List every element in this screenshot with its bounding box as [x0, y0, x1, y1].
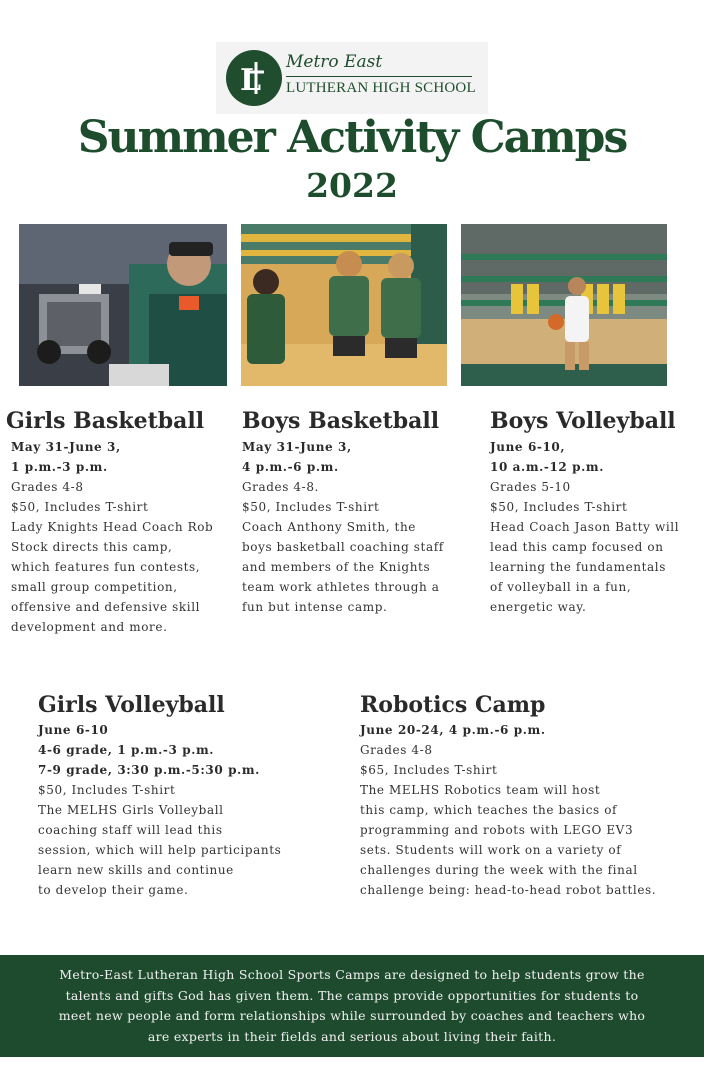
logo-script-text: Metro East	[286, 52, 383, 72]
camp-time: 10 a.m.-12 p.m.	[490, 460, 605, 474]
camp-date: June 20-24, 4 p.m.-6 p.m.	[360, 723, 546, 737]
camp-description-line: to develop their game.	[38, 883, 189, 897]
camp-description-line: of volleyball in a fun,	[490, 580, 632, 594]
camp-description-line: this camp, which teaches the basics of	[360, 803, 618, 817]
camp-description-line: session, which will help participants	[38, 843, 282, 857]
svg-text:L: L	[240, 63, 262, 98]
camp-details-boys-basketball	[242, 437, 444, 617]
camp-title-robotics: Robotics Camp	[360, 692, 546, 718]
logo-school-name: LUTHERAN HIGH SCHOOL	[286, 80, 476, 96]
camp-description-line: programming and robots with LEGO EV3	[360, 823, 634, 837]
footer-text	[0, 965, 704, 1047]
camp-description-line: boys basketball coaching staff	[242, 540, 444, 554]
camp-grades: Grades 4-8	[11, 480, 84, 494]
camp-details-boys-volleyball	[490, 437, 679, 617]
camp-title-boys-volleyball: Boys Volleyball	[490, 408, 676, 434]
page-title: Summer Activity Camps	[77, 112, 627, 163]
camp-description-line: coaching staff will lead this	[38, 823, 223, 837]
girls-basketball-photo	[461, 224, 667, 386]
camp-title-girls-basketball: Girls Basketball	[6, 408, 205, 434]
footer-line: Metro-East Lutheran High School Sports Camps are designed to help students grow the	[59, 967, 645, 982]
camp-time: 7-9 grade, 3:30 p.m.-5:30 p.m.	[38, 763, 260, 777]
camp-description-line: development and more.	[11, 620, 168, 634]
camp-date: May 31-June 3,	[242, 440, 352, 454]
camp-description-line: The MELHS Girls Volleyball	[38, 803, 224, 817]
logo-emblem-icon	[226, 50, 282, 106]
camp-date: June 6-10	[38, 723, 109, 737]
camp-description-line: challenges during the week with the final	[360, 863, 638, 877]
camp-date: May 31-June 3,	[11, 440, 121, 454]
camp-description-line: fun but intense camp.	[242, 600, 388, 614]
logo-divider	[286, 76, 472, 77]
camp-description-line: learning the fundamentals	[490, 560, 667, 574]
camp-description-line: energetic way.	[490, 600, 587, 614]
camp-description-line: Coach Anthony Smith, the	[242, 520, 416, 534]
camp-details-robotics	[360, 720, 656, 900]
camp-price: $50, Includes T-shirt	[242, 500, 380, 514]
camp-title-girls-volleyball: Girls Volleyball	[38, 692, 225, 718]
camp-title-boys-basketball: Boys Basketball	[242, 408, 440, 434]
footer-banner	[0, 955, 704, 1057]
camp-grades: Grades 5-10	[490, 480, 571, 494]
camp-description-line: learn new skills and continue	[38, 863, 234, 877]
camp-time: 4-6 grade, 1 p.m.-3 p.m.	[38, 743, 215, 757]
camp-description-line: lead this camp focused on	[490, 540, 664, 554]
footer-line: are experts in their fields and serious about living their faith.	[147, 1028, 557, 1044]
camp-description-line: offensive and defensive skill	[11, 600, 201, 614]
camp-description-line: which features fun contests,	[11, 560, 201, 574]
camp-price: $50, Includes T-shirt	[11, 500, 149, 514]
camp-price: $50, Includes T-shirt	[490, 500, 628, 514]
camp-description-line: Lady Knights Head Coach Rob	[11, 520, 214, 534]
footer-line: talents and gifts God has given them. The camps provide opportunities for students to	[65, 987, 639, 1003]
camp-grades: Grades 4-8	[360, 743, 433, 757]
footer-line: meet new people and form relationships while surrounded by coaches and teachers who	[58, 1008, 646, 1023]
camp-description-line: Stock directs this camp,	[11, 540, 173, 554]
camp-description-line: Head Coach Jason Batty will	[490, 520, 680, 534]
camp-date: June 6-10,	[490, 440, 566, 454]
camp-time: 1 p.m.-3 p.m.	[11, 460, 108, 474]
camp-description-line: and members of the Knights	[242, 560, 431, 574]
robotics-photo	[19, 224, 227, 386]
camp-price: $50, Includes T-shirt	[38, 783, 176, 797]
camp-details-girls-basketball	[11, 437, 213, 637]
camp-description-line: The MELHS Robotics team will host	[360, 783, 601, 797]
girls-volleyball-photo	[241, 224, 447, 386]
camp-price: $65, Includes T-shirt	[360, 763, 498, 777]
camp-time: 4 p.m.-6 p.m.	[242, 460, 339, 474]
camp-description-line: challenge being: head-to-head robot battles.	[360, 883, 657, 897]
page-year: 2022	[306, 166, 398, 205]
camp-description-line: team work athletes through a	[242, 580, 440, 594]
school-logo	[216, 42, 488, 114]
camp-grades: Grades 4-8.	[242, 480, 319, 494]
camp-description-line: sets. Students will work on a variety of	[360, 843, 622, 857]
camp-description-line: small group competition,	[11, 580, 178, 594]
camp-details-girls-volleyball	[38, 720, 281, 900]
